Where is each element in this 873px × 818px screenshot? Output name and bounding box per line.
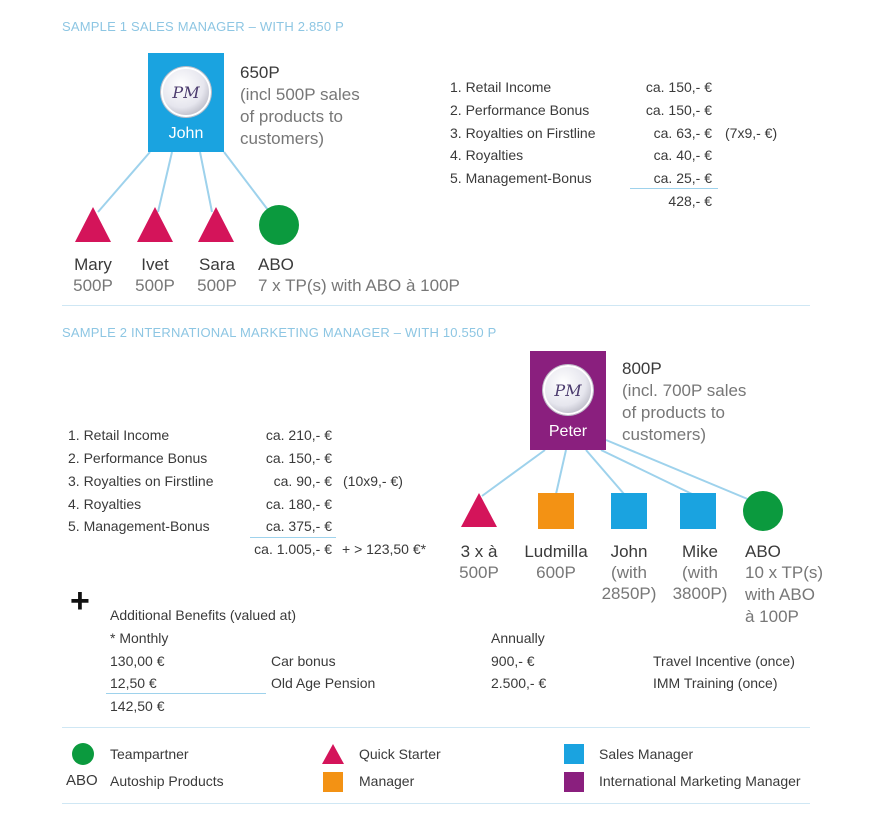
income-label: 4. Royalties bbox=[450, 147, 524, 163]
income-amount: ca. 90,- € bbox=[273, 473, 332, 489]
member-points: à 100P bbox=[745, 607, 799, 626]
income-amount: ca. 150,- € bbox=[265, 450, 332, 466]
profile-card-peter bbox=[530, 351, 606, 450]
income-total: ca. 1.005,- € bbox=[254, 541, 332, 557]
income-amount: ca. 150,- € bbox=[645, 79, 712, 95]
connector-ludmilla bbox=[556, 450, 566, 494]
connector-sara bbox=[200, 152, 212, 212]
sales-manager-square-icon bbox=[611, 493, 647, 529]
quick-starter-triangle-icon bbox=[198, 207, 234, 242]
income-total: 428,- € bbox=[668, 193, 712, 209]
income-label: 4. Royalties bbox=[68, 496, 142, 512]
connector-ivet bbox=[158, 152, 172, 212]
sample2-points-desc-2: of products to bbox=[622, 403, 726, 422]
sum-line bbox=[630, 188, 718, 189]
member-name: 3 x à bbox=[460, 542, 498, 561]
legend-abo-label: Autoship Products bbox=[110, 773, 224, 789]
sample1-points-desc-2: of products to bbox=[240, 107, 344, 126]
member-name: Ivet bbox=[141, 255, 169, 274]
legend-imm-square-icon bbox=[564, 772, 584, 792]
member-points: 2850P) bbox=[601, 584, 657, 603]
member-name: Sara bbox=[199, 255, 235, 274]
legend-quick-starter-label: Quick Starter bbox=[359, 746, 441, 762]
member-points: with ABO bbox=[745, 585, 815, 604]
income-amount: ca. 150,- € bbox=[645, 102, 712, 118]
teampartner-circle-icon bbox=[259, 205, 299, 245]
income-label: 5. Management-Bonus bbox=[68, 518, 210, 534]
connector-quickstarters bbox=[482, 450, 545, 496]
member-points: 10 x TP(s) bbox=[745, 563, 824, 582]
member-points: 3800P) bbox=[672, 584, 728, 603]
quick-starter-triangle-icon bbox=[137, 207, 173, 242]
member-name: ABO bbox=[745, 542, 781, 561]
income-note: (7x9,- €) bbox=[725, 125, 778, 141]
income-label: 3. Royalties on Firstline bbox=[450, 125, 596, 141]
member-name: Ludmilla bbox=[524, 542, 588, 561]
monthly-header: * Monthly bbox=[110, 630, 169, 646]
sales-manager-square-icon bbox=[680, 493, 716, 529]
member-points: 7 x TP(s) with ABO à 100P bbox=[258, 276, 460, 295]
legend-divider-top bbox=[62, 727, 810, 728]
member-name: John bbox=[610, 542, 648, 561]
legend-teampartner-circle-icon bbox=[72, 743, 94, 765]
connector-mary bbox=[98, 152, 150, 212]
connector-abo bbox=[224, 152, 268, 210]
profile-name: Peter bbox=[548, 423, 588, 440]
member-name: Mary bbox=[74, 255, 112, 274]
monthly-amount: 12,50 € bbox=[110, 675, 157, 691]
legend-manager-square-icon bbox=[323, 772, 343, 792]
monthly-label: Car bonus bbox=[271, 653, 336, 669]
monthly-label: Old Age Pension bbox=[271, 675, 376, 691]
monthly-amount: 130,00 € bbox=[110, 653, 165, 669]
manager-square-icon bbox=[538, 493, 574, 529]
income-amount: ca. 25,- € bbox=[653, 170, 712, 186]
income-label: 2. Performance Bonus bbox=[450, 102, 590, 118]
member-name: Mike bbox=[682, 542, 718, 561]
profile-card-john bbox=[148, 53, 224, 152]
plus-icon: + bbox=[70, 582, 90, 620]
connector-john bbox=[586, 450, 624, 494]
income-total-extra: + > 123,50 €* bbox=[342, 541, 427, 557]
sample2-points-desc-1: (incl. 700P sales bbox=[622, 381, 747, 400]
legend-quick-starter-triangle-icon bbox=[322, 744, 344, 764]
annual-label: IMM Training (once) bbox=[653, 675, 778, 691]
income-amount: ca. 40,- € bbox=[653, 147, 712, 163]
income-label: 1. Retail Income bbox=[450, 79, 552, 95]
sample2-title: SAMPLE 2 INTERNATIONAL MARKETING MANAGER – WITH 10.550 P bbox=[62, 325, 497, 340]
profile-name: John bbox=[168, 125, 204, 142]
sample1-points: 650P bbox=[240, 63, 280, 82]
sample1-points-desc-1: (incl 500P sales bbox=[240, 85, 360, 104]
monthly-total: 142,50 € bbox=[110, 698, 165, 714]
member-points: (with bbox=[611, 563, 647, 582]
member-name: ABO bbox=[258, 255, 294, 274]
income-label: 2. Performance Bonus bbox=[68, 450, 208, 466]
quick-starter-triangle-icon bbox=[75, 207, 111, 242]
annual-label: Travel Incentive (once) bbox=[653, 653, 795, 669]
legend-divider-bottom bbox=[62, 803, 810, 804]
income-amount: ca. 63,- € bbox=[653, 125, 712, 141]
income-label: 1. Retail Income bbox=[68, 427, 170, 443]
annually-header: Annually bbox=[491, 630, 545, 646]
annual-amount: 2.500,- € bbox=[491, 675, 547, 691]
sample2-points-desc-3: customers) bbox=[622, 425, 707, 444]
member-points: 600P bbox=[536, 563, 576, 582]
legend-sales-manager-label: Sales Manager bbox=[599, 746, 694, 762]
member-points: 500P bbox=[197, 276, 237, 295]
legend-teampartner-label: Teampartner bbox=[110, 746, 189, 762]
teampartner-circle-icon bbox=[743, 491, 783, 531]
sample1-points-desc-3: customers) bbox=[240, 129, 325, 148]
connector-abo2 bbox=[606, 440, 750, 500]
member-points: 500P bbox=[73, 276, 113, 295]
pm-logo-icon: PM bbox=[161, 67, 211, 117]
sum-line bbox=[106, 693, 266, 694]
benefits-title: Additional Benefits (valued at) bbox=[110, 607, 296, 623]
income-amount: ca. 180,- € bbox=[265, 496, 332, 512]
legend-manager-label: Manager bbox=[359, 773, 415, 789]
legend-abo-symbol: ABO bbox=[66, 772, 98, 789]
annual-amount: 900,- € bbox=[491, 653, 535, 669]
quick-starter-triangle-icon bbox=[461, 493, 497, 527]
legend-imm-label: International Marketing Manager bbox=[599, 773, 801, 789]
section-divider bbox=[62, 305, 810, 306]
income-amount: ca. 210,- € bbox=[265, 427, 332, 443]
income-label: 5. Management-Bonus bbox=[450, 170, 592, 186]
sample2-points: 800P bbox=[622, 359, 662, 378]
pm-logo-icon: PM bbox=[543, 365, 593, 415]
member-points: (with bbox=[682, 563, 718, 582]
member-points: 500P bbox=[135, 276, 175, 295]
sample1-title: SAMPLE 1 SALES MANAGER – WITH 2.850 P bbox=[62, 19, 344, 34]
member-points: 500P bbox=[459, 563, 499, 582]
income-label: 3. Royalties on Firstline bbox=[68, 473, 214, 489]
legend-sales-manager-square-icon bbox=[564, 744, 584, 764]
sum-line bbox=[250, 537, 336, 538]
income-amount: ca. 375,- € bbox=[265, 518, 332, 534]
income-note: (10x9,- €) bbox=[343, 473, 403, 489]
